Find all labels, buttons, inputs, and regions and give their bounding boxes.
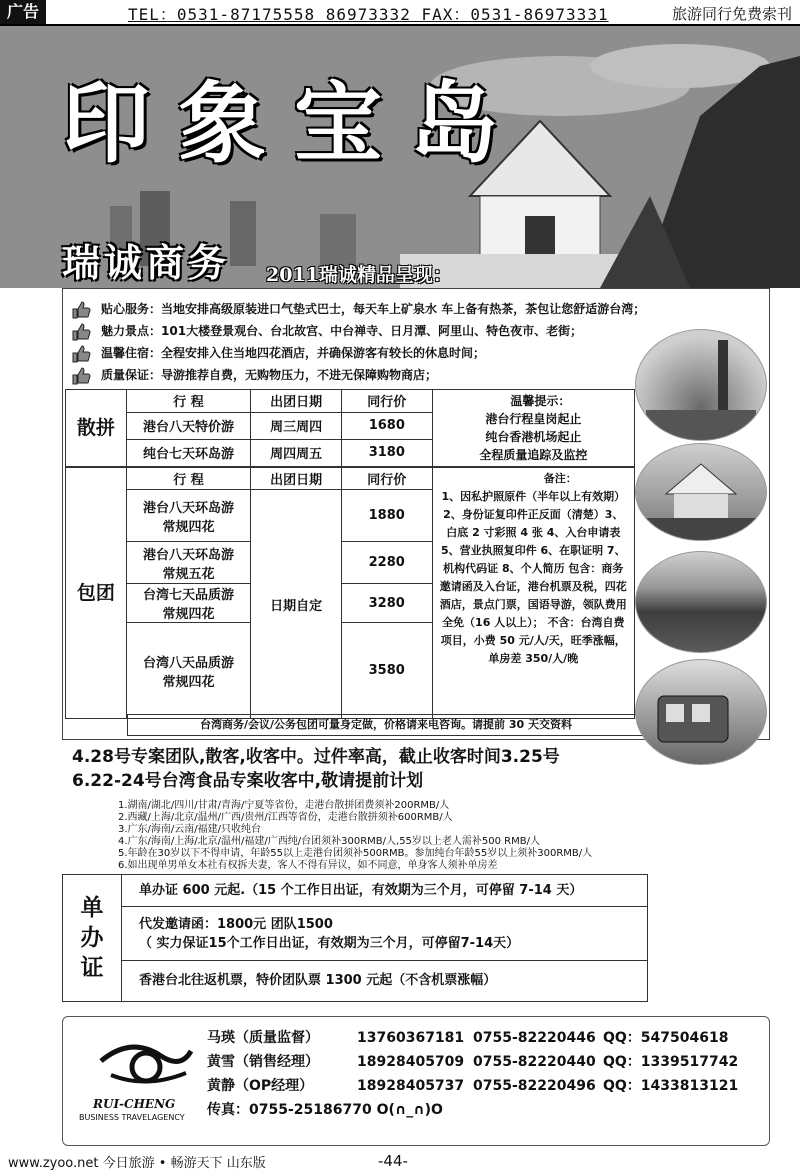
condition-item: 1.湖南/湖北/四川/甘肃/青海/宁夏等省份，走港台散拼团费须补200RMB/人	[118, 800, 450, 811]
condition-item: 2.西藏/上海/北京/温州/广西/贵州/江西等省份，走港台散拼须补600RMB/人	[118, 812, 453, 823]
baotuan-table	[65, 467, 635, 719]
brand-name: 瑞诚商务	[62, 240, 231, 285]
table-row: 港台八天环岛游常规四花 日期自定 1880	[66, 490, 635, 542]
ad-tag: 广告	[0, 0, 46, 24]
condition-item: 6.如出现单男单女本社有权拆夫妻，客人不得有异议，如不同意，单身客人须补单房差	[118, 860, 498, 871]
table-header: 行 程	[126, 468, 251, 490]
table-row: 纯台七天环岛游 周四周五 3180	[66, 439, 635, 466]
feature-label: 贴心服务：	[101, 302, 162, 316]
hero-banner	[0, 26, 800, 288]
thumbs-up-icon	[71, 345, 91, 363]
notes-body: 1、因私护照原件（半年以上有效期）2、身份证复印件正反面（清楚）3、白底 2 寸彩照 4 张 4、入台申请表 5、营业执照复印件 6、在职证明 7、机构代码证 8、个人简历 包含：商务邀请函及入台证，港台机票及税，四花酒店，景点门票，国语导游，领队费用全免（16 人以上）； 不含：台湾自费项目，小费 50 元/人/天，旺季涨幅，单房差 350/人/晚	[439, 490, 627, 665]
visa-row: 香港台北往返机票，特价团队票 1300 元起（不含机票涨幅）	[139, 973, 497, 988]
sanpin-table	[65, 389, 635, 467]
contact-fax: 传真：0755-25186770 O(∩_∩)O	[207, 1102, 443, 1118]
rui-cheng-logo-icon	[91, 1031, 201, 1091]
headline-1: 4.28号专案团队,散客,收客中。过件率高，截止收客时间3.25号	[72, 747, 560, 767]
contact-person: 马瑛（质量监督） 13760367181 0755-82220446 QQ：547504618	[207, 1030, 729, 1046]
feature-item	[71, 299, 645, 319]
feature-text: 当地安排高级原装进口气垫式巴士，每天车上矿泉水 车上备有热茶，茶包让您舒适游台湾；	[161, 302, 646, 316]
header-contact: TEL：0531-87175558 86973332 FAX：0531-86973331	[128, 5, 609, 24]
feature-label: 质量保证：	[101, 368, 162, 382]
visa-label: 单办证	[63, 875, 122, 1001]
feature-label: 魅力景点：	[101, 324, 162, 338]
contact-box	[62, 1016, 770, 1146]
table-header: 同行价	[341, 468, 432, 490]
brand-slogan: 2011瑞诚精品呈现：	[266, 264, 452, 286]
feature-item	[71, 365, 437, 385]
thumbs-up-icon	[71, 367, 91, 385]
condition-item: 4.广东/海南/上海/北京/温州/福建/广西纯/台团须补300RMB/人,55岁以上老人需补500 RMB/人	[118, 836, 540, 847]
condition-item: 5.年龄在30岁以下不得申请，年龄55以上走港台团须补500RMB。参加纯台年龄55岁以上须补300RMB/人	[118, 848, 593, 859]
sanpin-section-label: 散拼	[66, 390, 127, 467]
table-header: 行 程	[126, 390, 250, 413]
feature-label: 温馨住宿：	[101, 346, 162, 360]
contact-person: 黄雪（销售经理） 18928405709 0755-82220440 QQ：1339517742	[207, 1054, 739, 1070]
contact-person: 黄静（OP经理） 18928405737 0755-82220496 QQ：1433813121	[207, 1078, 739, 1094]
visa-row: 单办证 600 元起.（15 个工作日出证，有效期为三个月，可停留 7-14 天）	[121, 875, 647, 907]
notes-title: 备注：	[543, 472, 577, 485]
thumbs-up-icon	[71, 301, 91, 319]
photo-memorial-hall	[635, 443, 767, 541]
feature-item	[71, 321, 582, 341]
table-row: 台湾八天品质游常规四花 3580	[66, 623, 635, 719]
visa-box	[62, 874, 648, 1002]
table-row: 台湾七天品质游常规四花 3280	[66, 584, 635, 623]
condition-item: 3.广东/海南/云南/福建/只收纯台	[118, 824, 262, 835]
hero-title: 印象宝岛	[62, 71, 527, 175]
tip-line: 港台行程皇岗起止	[485, 412, 582, 426]
feature-text: 全程安排入住当地四花酒店，并确保游客有较长的休息时间；	[161, 346, 486, 360]
logo-subtitle: BUSINESS TRAVELAGENCY	[79, 1113, 185, 1122]
table-header: 出团日期	[251, 468, 342, 490]
sanpin-tips	[432, 390, 634, 467]
visa-row: 代发邀请函：1800元 团队1500 （ 实力保证15个工作日出证，有效期为三个月，可停留7-14天）	[121, 907, 647, 961]
photo-alishan-train	[635, 659, 767, 765]
tip-line: 全程质量追踪及监控	[479, 448, 588, 462]
baotuan-section-label: 包团	[66, 468, 127, 719]
baotuan-notes	[432, 468, 634, 719]
table-header: 同行价	[341, 390, 432, 413]
page-number: -44-	[378, 1152, 408, 1170]
photo-taipei101	[635, 329, 767, 441]
table-row: 港台八天特价游 周三周四 1680	[66, 412, 635, 439]
footer-site: www.zyoo.net 今日旅游 • 畅游天下 山东版	[8, 1156, 266, 1171]
tip-line: 纯台香港机场起止	[485, 430, 582, 444]
thumbs-up-icon	[71, 323, 91, 341]
baotuan-date: 日期自定	[251, 490, 342, 719]
logo-name: RUI-CHENG	[93, 1097, 176, 1111]
header-bar	[0, 0, 800, 26]
itinerary-panel	[62, 288, 770, 740]
conditions-list	[118, 800, 592, 872]
headline-2: 6.22-24号台湾食品专案收客中,敬请提前计划	[72, 771, 424, 791]
feature-text: 导游推荐自费，无购物压力，不进无保障购物商店；	[161, 368, 438, 382]
header-free-index: 旅游同行免费索刊	[671, 5, 792, 23]
tips-title: 温馨提示：	[510, 394, 571, 408]
baotuan-footer: 台湾商务/会议/公务包团可量身定做，价格请来电咨询。请提前 30 天交资料	[127, 714, 645, 736]
page-footer	[0, 1150, 800, 1172]
feature-item	[71, 343, 485, 363]
table-header: 出团日期	[251, 390, 342, 413]
photo-sun-moon-lake	[635, 551, 767, 653]
feature-text: 101大楼登景观台、台北故宫、中台禅寺、日月潭、阿里山、特色夜市、老街；	[161, 324, 583, 338]
table-row: 港台八天环岛游常规五花 2280	[66, 542, 635, 584]
